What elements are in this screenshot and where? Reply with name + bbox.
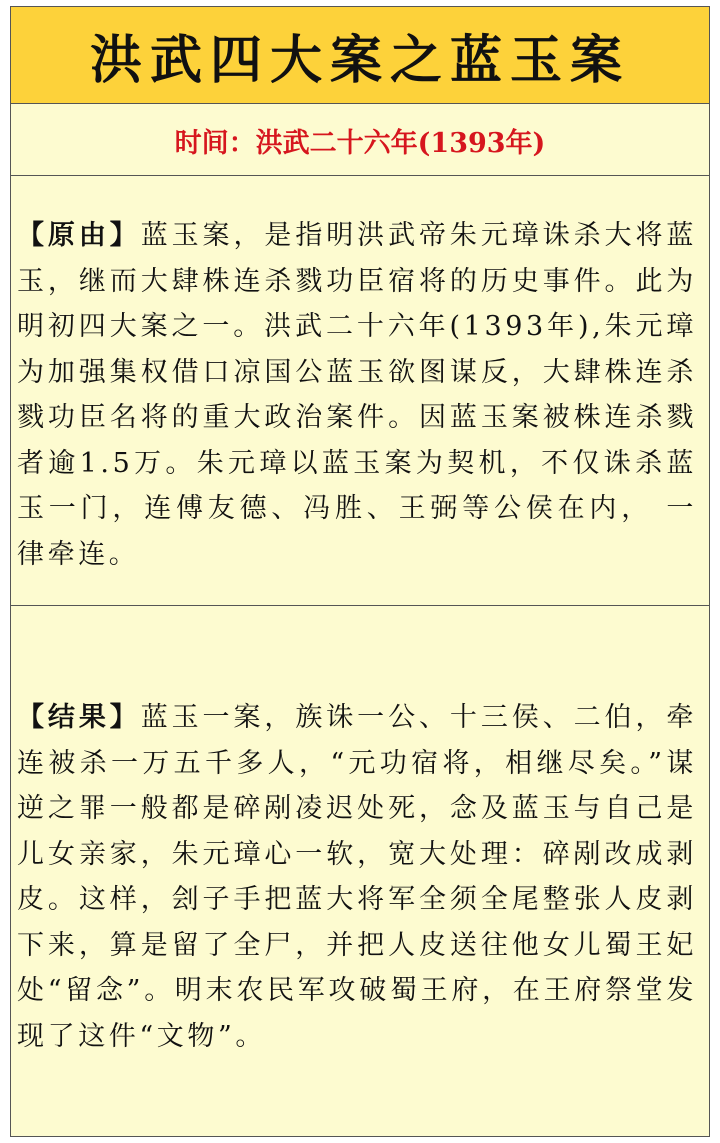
page-title: 洪武四大案之蓝玉案 — [89, 29, 630, 91]
origin-body: 蓝玉案，是指明洪武帝朱元璋诛杀大将蓝玉，继而大肆株连杀戮功臣宿将的历史事件。此为明初四大案之一。洪武二十六年(1393年),朱元璋为加强集权借口凉国公蓝玉欲图谋反，大肆株连杀戮功臣名将的重大政治案件。因蓝玉案被株连杀戮者逾1.5万。朱元璋以蓝玉案为契机，不仅诛杀蓝玉一门，连傅友德、冯胜、王弼等公侯在内， 一律牵连。 — [17, 220, 697, 570]
time-row — [11, 105, 709, 176]
info-card — [10, 6, 710, 1137]
section-divider — [11, 605, 709, 606]
origin-heading: 【原由】 — [17, 220, 141, 251]
result-body: 蓝玉一案，族诛一公、十三侯、二伯，牵连被杀一万五千多人，“元功宿将，相继尽矣。”谋逆之罪一般都是碎剐凌迟处死，念及蓝玉与自己是儿女亲家，朱元璋心一软，宽大处理：碎剐改成剥皮。这样，刽子手把蓝大将军全须全尾整张人皮剥下来，算是留了全尸，并把人皮送往他女儿蜀王妃处“留念”。明末农民军攻破蜀王府，在王府祭堂发现了这件“文物”。 — [17, 702, 697, 1052]
origin-section — [11, 213, 709, 605]
origin-paragraph — [17, 213, 697, 577]
time-label: 时间：洪武二十六年(1393年) — [174, 127, 546, 159]
result-heading: 【结果】 — [17, 702, 141, 733]
result-paragraph — [17, 695, 697, 1059]
result-section — [11, 695, 709, 1095]
title-banner — [11, 7, 709, 104]
